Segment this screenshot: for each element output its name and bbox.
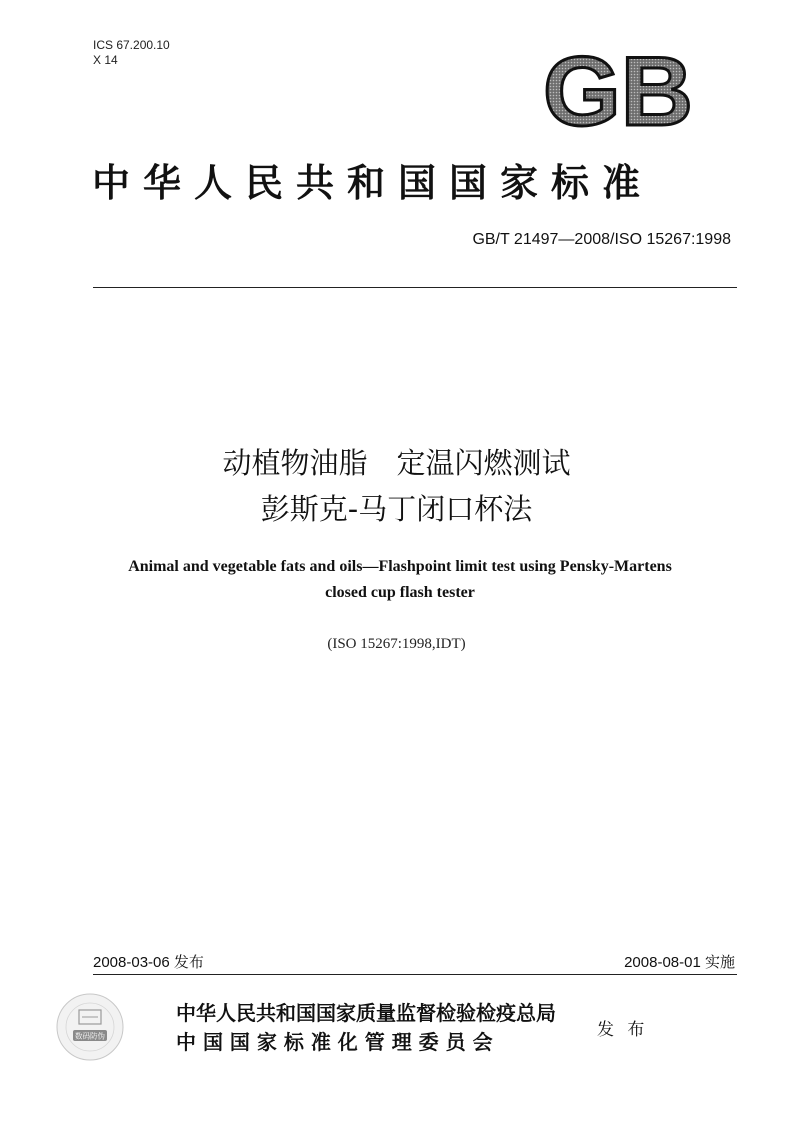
title-en-line2: closed cup flash tester [325,584,475,601]
publish-label: 发 布 [597,1020,649,1040]
title-en-line1: Animal and vegetable fats and oils—Flashpoint limit test using Pensky-Martens [128,558,672,575]
seal-text: 数码防伪 [75,1031,105,1041]
iso-equivalence: (ISO 15267:1998,IDT) [327,636,466,652]
footer-divider [93,974,737,975]
ccs-code: X 14 [93,53,118,67]
issuer-aqsiq: 中华人民共和国国家质量监督检验检疫总局 [176,1001,556,1025]
implementation-date: 2008-08-01 实施 [624,954,735,971]
standard-number: GB/T 21497—2008/ISO 15267:1998 [472,231,731,248]
issue-date: 2008-03-06 发布 [93,954,204,971]
national-standard-heading: 中华人民共和国国家标准 [92,160,654,205]
anti-counterfeit-seal [55,992,125,1062]
title-cn-line2: 彭斯克-马丁闭口杯法 [260,492,533,526]
header-divider [93,287,737,288]
title-cn-line1: 动植物油脂 定温闪燃测试 [222,446,571,480]
issuer-sac: 中 国 国 家 标 准 化 管 理 委 员 会 [176,1030,493,1054]
gb-logo [540,49,696,131]
classification-codes [93,38,170,68]
gb-logo-text: GB [543,49,693,131]
ics-code: ICS 67.200.10 [93,38,170,52]
